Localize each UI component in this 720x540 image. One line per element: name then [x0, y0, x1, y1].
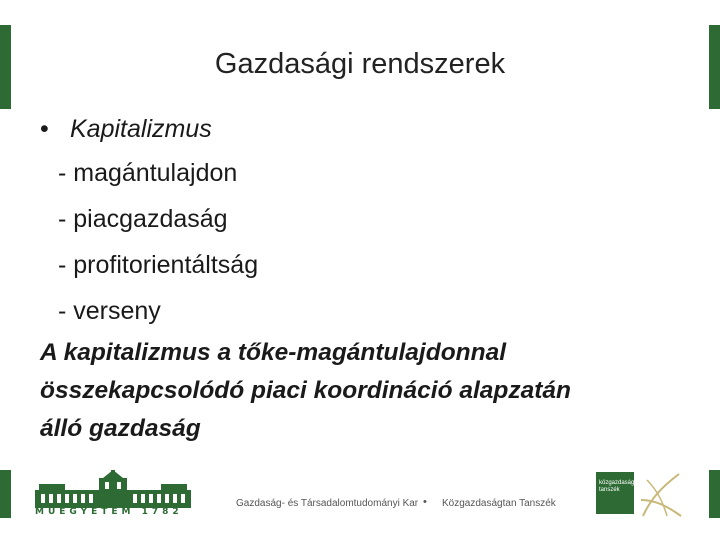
bullet-item [40, 108, 700, 150]
bullet-symbol: • [40, 115, 49, 143]
department-emblem-icon [637, 470, 683, 518]
definition-line: A kapitalizmus a tőke-magántulajdonnal [40, 339, 507, 366]
university-wordmark: MŰEGYETEM 1782 [35, 507, 183, 517]
footer-faculty: Gazdaság- és Társadalomtudományi Kar [236, 498, 419, 509]
footer-department: Közgazdaságtan Tanszék [442, 498, 556, 509]
sub-item: - piacgazdaság [58, 205, 228, 233]
bullet-label: Kapitalizmus [70, 115, 212, 143]
sub-item: - magántulajdon [58, 159, 238, 187]
slide-title: Gazdasági rendszerek [214, 48, 506, 80]
definition-line: összekapcsolódó piaci koordináció alapzatán [40, 377, 571, 404]
sub-item: - profitorientáltság [58, 251, 259, 279]
logo-text-line: közgazdaságtan [599, 480, 643, 486]
logo-text-line: tanszék [599, 487, 620, 493]
footer-separator: • [423, 496, 427, 508]
slide-content [40, 108, 700, 448]
sub-item: - verseny [58, 297, 161, 325]
department-logo-box [596, 472, 643, 514]
footer [0, 465, 720, 525]
definition-text [40, 334, 680, 448]
definition-line: álló gazdaság [40, 415, 201, 442]
